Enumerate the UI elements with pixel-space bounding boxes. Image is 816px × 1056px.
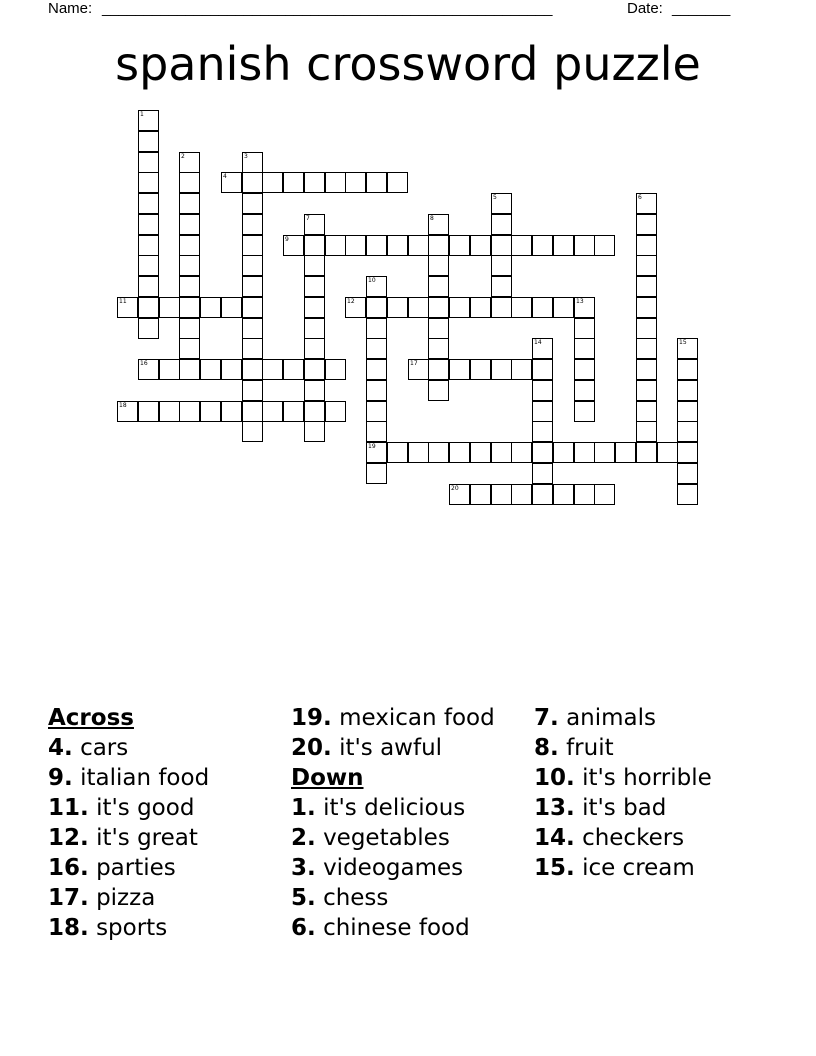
clue-column-1	[48, 703, 209, 943]
grid-cell[interactable]	[366, 421, 387, 442]
grid-cell[interactable]	[511, 235, 532, 256]
clue-number: 14.	[534, 825, 575, 851]
grid-cell[interactable]	[242, 297, 263, 318]
clue-item	[291, 793, 495, 823]
clue-number: 11.	[48, 795, 89, 821]
grid-cell[interactable]	[449, 297, 470, 318]
grid-cell[interactable]	[657, 442, 678, 463]
clue-number: 5.	[291, 885, 316, 911]
grid-cell[interactable]	[636, 380, 657, 401]
clue-number: 6.	[291, 915, 316, 941]
clue-item	[291, 823, 495, 853]
grid-cell[interactable]	[179, 338, 200, 359]
grid-cell[interactable]	[636, 235, 657, 256]
grid-cell[interactable]	[179, 276, 200, 297]
grid-cell[interactable]	[262, 172, 283, 193]
name-field-line: ______________________________________________________	[102, 0, 553, 17]
clue-text: it's horrible	[582, 765, 712, 791]
grid-cell[interactable]	[179, 235, 200, 256]
grid-clue-number: 3	[244, 153, 248, 160]
clue-item	[291, 703, 495, 733]
date-label: Date:	[627, 0, 663, 17]
grid-cell[interactable]	[511, 442, 532, 463]
grid-cell[interactable]	[532, 338, 553, 359]
grid-cell[interactable]	[532, 421, 553, 442]
grid-cell[interactable]	[511, 484, 532, 505]
grid-cell[interactable]	[491, 255, 512, 276]
grid-cell[interactable]	[677, 463, 698, 484]
grid-cell[interactable]	[304, 318, 325, 339]
grid-cell[interactable]	[304, 359, 325, 380]
grid-clue-number: 5	[493, 194, 497, 201]
grid-cell[interactable]	[574, 318, 595, 339]
grid-cell[interactable]	[491, 297, 512, 318]
grid-cell[interactable]	[325, 235, 346, 256]
grid-cell[interactable]	[636, 276, 657, 297]
grid-cell[interactable]	[304, 235, 325, 256]
clue-text: checkers	[582, 825, 685, 851]
grid-cell[interactable]	[553, 297, 574, 318]
clue-item	[534, 733, 712, 763]
clue-text: it's delicious	[323, 795, 466, 821]
grid-cell[interactable]	[594, 235, 615, 256]
clue-number: 10.	[534, 765, 575, 791]
clue-number: 2.	[291, 825, 316, 851]
clue-number: 13.	[534, 795, 575, 821]
grid-cell[interactable]	[159, 401, 180, 422]
grid-cell[interactable]	[366, 276, 387, 297]
grid-cell[interactable]	[428, 214, 449, 235]
grid-clue-number: 9	[285, 236, 289, 243]
grid-cell[interactable]	[449, 442, 470, 463]
crossword-grid	[0, 0, 816, 520]
grid-cell[interactable]	[138, 297, 159, 318]
grid-cell[interactable]	[304, 297, 325, 318]
clue-number: 18.	[48, 915, 89, 941]
clue-number: 8.	[534, 735, 559, 761]
clue-item	[534, 823, 712, 853]
clue-text: italian food	[80, 765, 210, 791]
grid-cell[interactable]	[117, 297, 138, 318]
clue-text: ice cream	[582, 855, 695, 881]
grid-clue-number: 12	[347, 298, 355, 305]
grid-cell[interactable]	[221, 297, 242, 318]
grid-cell[interactable]	[179, 152, 200, 173]
clue-text: it's good	[96, 795, 195, 821]
clue-text: it's awful	[339, 735, 443, 761]
grid-cell[interactable]	[594, 442, 615, 463]
clue-item	[291, 883, 495, 913]
name-label: Name:	[48, 0, 93, 17]
grid-cell[interactable]	[491, 484, 512, 505]
grid-cell[interactable]	[511, 297, 532, 318]
grid-cell[interactable]	[408, 235, 429, 256]
grid-cell[interactable]	[470, 297, 491, 318]
down-heading: Down	[291, 765, 364, 791]
grid-cell[interactable]	[345, 297, 366, 318]
grid-cell[interactable]	[242, 235, 263, 256]
grid-clue-number: 8	[430, 215, 434, 222]
grid-cell[interactable]	[345, 235, 366, 256]
clue-item	[291, 853, 495, 883]
grid-cell[interactable]	[532, 297, 553, 318]
grid-cell[interactable]	[283, 235, 304, 256]
clue-item	[534, 703, 712, 733]
grid-cell[interactable]	[325, 172, 346, 193]
grid-cell[interactable]	[532, 380, 553, 401]
grid-cell[interactable]	[677, 421, 698, 442]
clue-column-3	[534, 703, 712, 883]
clue-number: 20.	[291, 735, 332, 761]
grid-cell[interactable]	[138, 235, 159, 256]
grid-cell[interactable]	[242, 152, 263, 173]
grid-cell[interactable]	[428, 235, 449, 256]
grid-cell[interactable]	[242, 421, 263, 442]
grid-cell[interactable]	[179, 172, 200, 193]
clue-item	[48, 793, 209, 823]
grid-cell[interactable]	[262, 401, 283, 422]
grid-clue-number: 6	[638, 194, 642, 201]
grid-clue-number: 13	[576, 298, 584, 305]
grid-cell[interactable]	[574, 484, 595, 505]
grid-cell[interactable]	[408, 297, 429, 318]
grid-cell[interactable]	[138, 359, 159, 380]
grid-cell[interactable]	[408, 442, 429, 463]
grid-cell[interactable]	[428, 297, 449, 318]
clue-number: 7.	[534, 705, 559, 731]
grid-cell[interactable]	[636, 297, 657, 318]
grid-cell[interactable]	[532, 235, 553, 256]
grid-cell[interactable]	[304, 380, 325, 401]
grid-cell[interactable]	[200, 297, 221, 318]
grid-cell[interactable]	[159, 297, 180, 318]
grid-cell[interactable]	[283, 359, 304, 380]
clue-text: videogames	[323, 855, 464, 881]
clue-text: it's great	[96, 825, 198, 851]
clue-number: 17.	[48, 885, 89, 911]
clue-text: cars	[80, 735, 129, 761]
grid-cell[interactable]	[574, 297, 595, 318]
clue-number: 15.	[534, 855, 575, 881]
clue-number: 3.	[291, 855, 316, 881]
grid-cell[interactable]	[242, 214, 263, 235]
grid-cell[interactable]	[138, 401, 159, 422]
grid-cell[interactable]	[366, 442, 387, 463]
across-heading: Across	[48, 705, 134, 731]
clue-text: it's bad	[582, 795, 667, 821]
grid-cell[interactable]	[428, 338, 449, 359]
grid-cell[interactable]	[636, 421, 657, 442]
grid-cell[interactable]	[574, 338, 595, 359]
grid-cell[interactable]	[179, 359, 200, 380]
grid-cell[interactable]	[304, 276, 325, 297]
grid-cell[interactable]	[677, 338, 698, 359]
clue-item	[291, 913, 495, 943]
clue-column-2	[291, 703, 495, 943]
clue-item	[534, 763, 712, 793]
grid-cell[interactable]	[428, 255, 449, 276]
grid-cell[interactable]	[532, 463, 553, 484]
grid-cell[interactable]	[491, 235, 512, 256]
grid-cell[interactable]	[574, 442, 595, 463]
grid-cell[interactable]	[449, 484, 470, 505]
grid-cell[interactable]	[387, 297, 408, 318]
grid-cell[interactable]	[636, 214, 657, 235]
grid-cell[interactable]	[221, 172, 242, 193]
grid-cell[interactable]	[179, 214, 200, 235]
grid-cell[interactable]	[345, 172, 366, 193]
clue-text: vegetables	[323, 825, 450, 851]
grid-clue-number: 10	[368, 277, 376, 284]
clue-text: chinese food	[323, 915, 470, 941]
grid-cell[interactable]	[470, 359, 491, 380]
grid-cell[interactable]	[138, 214, 159, 235]
grid-cell[interactable]	[304, 172, 325, 193]
grid-cell[interactable]	[532, 359, 553, 380]
grid-clue-number: 15	[679, 339, 687, 346]
grid-clue-number: 7	[306, 215, 310, 222]
grid-cell[interactable]	[366, 172, 387, 193]
grid-cell[interactable]	[262, 359, 283, 380]
grid-cell[interactable]	[179, 318, 200, 339]
clue-number: 4.	[48, 735, 73, 761]
grid-cell[interactable]	[179, 193, 200, 214]
grid-cell[interactable]	[470, 484, 491, 505]
grid-cell[interactable]	[242, 276, 263, 297]
grid-clue-number: 1	[140, 111, 144, 118]
clue-text: fruit	[566, 735, 614, 761]
grid-clue-number: 4	[223, 173, 227, 180]
grid-cell[interactable]	[366, 463, 387, 484]
grid-cell[interactable]	[677, 380, 698, 401]
grid-cell[interactable]	[200, 359, 221, 380]
grid-cell[interactable]	[574, 401, 595, 422]
grid-cell[interactable]	[283, 401, 304, 422]
grid-cell[interactable]	[304, 255, 325, 276]
grid-cell[interactable]	[532, 484, 553, 505]
grid-cell[interactable]	[387, 172, 408, 193]
grid-cell[interactable]	[138, 172, 159, 193]
grid-cell[interactable]	[242, 359, 263, 380]
grid-cell[interactable]	[636, 318, 657, 339]
clue-item	[48, 883, 209, 913]
grid-cell[interactable]	[428, 442, 449, 463]
clue-item	[291, 733, 495, 763]
clue-number: 1.	[291, 795, 316, 821]
grid-cell[interactable]	[387, 442, 408, 463]
grid-cell[interactable]	[491, 359, 512, 380]
grid-cell[interactable]	[242, 318, 263, 339]
clue-number: 12.	[48, 825, 89, 851]
grid-cell[interactable]	[428, 276, 449, 297]
grid-cell[interactable]	[615, 442, 636, 463]
date-field-line: _______	[672, 0, 731, 17]
grid-clue-number: 16	[140, 360, 148, 367]
grid-cell[interactable]	[325, 359, 346, 380]
grid-cell[interactable]	[491, 214, 512, 235]
grid-cell[interactable]	[159, 359, 180, 380]
grid-cell[interactable]	[304, 338, 325, 359]
clue-number: 16.	[48, 855, 89, 881]
clue-item	[48, 763, 209, 793]
grid-cell[interactable]	[138, 255, 159, 276]
page-title: spanish crossword puzzle	[115, 37, 701, 91]
clue-item	[48, 823, 209, 853]
grid-cell[interactable]	[636, 338, 657, 359]
grid-cell[interactable]	[242, 193, 263, 214]
grid-clue-number: 17	[410, 360, 418, 367]
grid-cell[interactable]	[117, 401, 138, 422]
grid-cell[interactable]	[304, 421, 325, 442]
clue-text: parties	[96, 855, 176, 881]
grid-cell[interactable]	[553, 442, 574, 463]
grid-cell[interactable]	[553, 235, 574, 256]
grid-cell[interactable]	[304, 401, 325, 422]
grid-cell[interactable]	[636, 359, 657, 380]
grid-cell[interactable]	[449, 235, 470, 256]
grid-cell[interactable]	[138, 193, 159, 214]
grid-cell[interactable]	[221, 359, 242, 380]
grid-clue-number: 20	[451, 485, 459, 492]
grid-cell[interactable]	[366, 401, 387, 422]
grid-cell[interactable]	[449, 359, 470, 380]
grid-cell[interactable]	[677, 442, 698, 463]
grid-cell[interactable]	[242, 172, 263, 193]
grid-cell[interactable]	[366, 359, 387, 380]
clue-text: animals	[566, 705, 656, 731]
grid-clue-number: 14	[534, 339, 542, 346]
grid-clue-number: 19	[368, 443, 376, 450]
grid-cell[interactable]	[221, 401, 242, 422]
clue-item	[534, 853, 712, 883]
clue-item	[48, 853, 209, 883]
clue-number: 19.	[291, 705, 332, 731]
grid-cell[interactable]	[574, 380, 595, 401]
grid-cell[interactable]	[636, 255, 657, 276]
grid-cell[interactable]	[366, 380, 387, 401]
grid-cell[interactable]	[574, 235, 595, 256]
grid-cell[interactable]	[138, 152, 159, 173]
grid-cell[interactable]	[491, 442, 512, 463]
grid-clue-number: 2	[181, 153, 185, 160]
grid-cell[interactable]	[532, 401, 553, 422]
clue-item	[48, 913, 209, 943]
grid-cell[interactable]	[138, 318, 159, 339]
grid-cell[interactable]	[179, 255, 200, 276]
grid-cell[interactable]	[636, 442, 657, 463]
grid-cell[interactable]	[325, 401, 346, 422]
grid-cell[interactable]	[304, 214, 325, 235]
grid-cell[interactable]	[470, 442, 491, 463]
clue-number: 9.	[48, 765, 73, 791]
grid-cell[interactable]	[283, 172, 304, 193]
grid-cell[interactable]	[179, 401, 200, 422]
grid-cell[interactable]	[242, 255, 263, 276]
grid-cell[interactable]	[636, 193, 657, 214]
grid-cell[interactable]	[242, 338, 263, 359]
grid-cell[interactable]	[366, 318, 387, 339]
grid-cell[interactable]	[428, 359, 449, 380]
grid-cell[interactable]	[200, 401, 221, 422]
grid-cell[interactable]	[428, 380, 449, 401]
grid-cell[interactable]	[677, 484, 698, 505]
grid-cell[interactable]	[366, 297, 387, 318]
clue-item	[534, 793, 712, 823]
clue-text: mexican food	[339, 705, 495, 731]
grid-cell[interactable]	[574, 359, 595, 380]
grid-clue-number: 18	[119, 402, 127, 409]
clue-item	[48, 733, 209, 763]
grid-cell[interactable]	[408, 359, 429, 380]
grid-cell[interactable]	[491, 276, 512, 297]
grid-cell[interactable]	[242, 380, 263, 401]
grid-cell[interactable]	[470, 235, 491, 256]
grid-cell[interactable]	[594, 484, 615, 505]
grid-cell[interactable]	[242, 401, 263, 422]
grid-cell[interactable]	[138, 131, 159, 152]
grid-cell[interactable]	[636, 401, 657, 422]
grid-cell[interactable]	[366, 235, 387, 256]
grid-cell[interactable]	[677, 401, 698, 422]
grid-cell[interactable]	[532, 442, 553, 463]
grid-cell[interactable]	[179, 297, 200, 318]
clue-text: sports	[96, 915, 168, 941]
grid-cell[interactable]	[428, 318, 449, 339]
grid-cell[interactable]	[553, 484, 574, 505]
grid-cell[interactable]	[366, 338, 387, 359]
grid-cell[interactable]	[138, 276, 159, 297]
grid-cell[interactable]	[138, 110, 159, 131]
grid-cell[interactable]	[491, 193, 512, 214]
grid-clue-number: 11	[119, 298, 127, 305]
clue-text: chess	[323, 885, 389, 911]
grid-cell[interactable]	[677, 359, 698, 380]
grid-cell[interactable]	[387, 235, 408, 256]
grid-cell[interactable]	[511, 359, 532, 380]
clue-text: pizza	[96, 885, 156, 911]
